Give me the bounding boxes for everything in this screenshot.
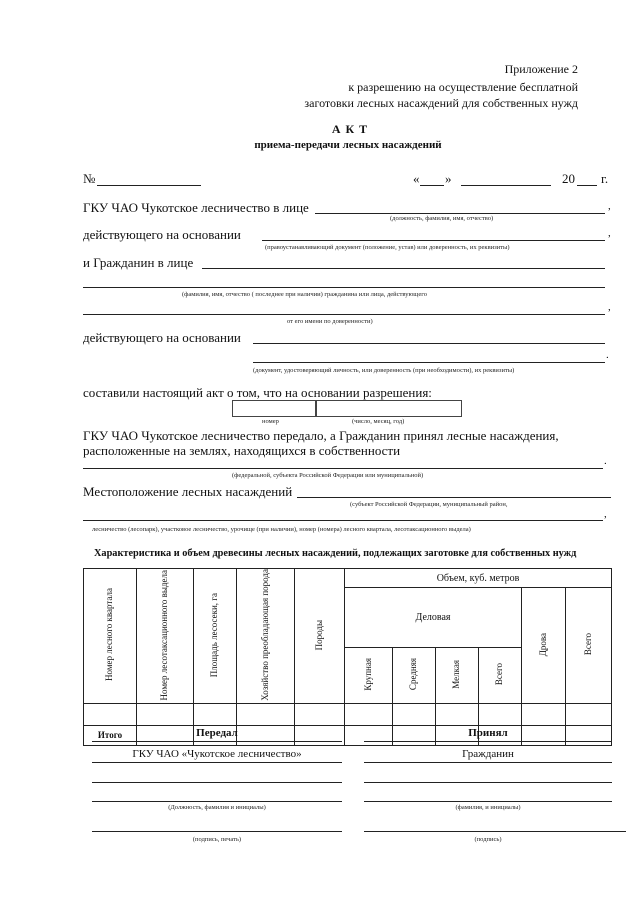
party2-caption-2: от его имени по доверенности) (287, 318, 373, 325)
header-quarter: Номер лесного квартала (84, 569, 137, 704)
signature-right-org: Гражданин (462, 748, 514, 760)
party2-comma: , (608, 301, 611, 313)
header-firewood: Дрова (522, 588, 566, 704)
header-section: Номер лесотаксационного выдела (137, 569, 194, 704)
number-field[interactable] (97, 185, 201, 186)
date-month-field[interactable] (461, 185, 551, 186)
permit-date-box[interactable] (315, 400, 462, 417)
signature-left-line-4[interactable] (92, 831, 342, 832)
party2-basis-dot: . (606, 349, 609, 361)
party1-basis-comma: , (608, 227, 611, 239)
party1-label: ГКУ ЧАО Чукотское лесничество в лице (83, 200, 309, 215)
year-prefix: 20 (562, 171, 575, 186)
party2-name-field[interactable] (202, 268, 605, 269)
signature-right-header: Принял (468, 727, 508, 739)
table-cell[interactable] (237, 703, 295, 725)
signature-right-line-3[interactable] (364, 801, 612, 802)
location-caption-1: (субъект Российской Федерации, муниципальный район, (350, 501, 508, 508)
header-business: Деловая (345, 588, 522, 648)
party1-basis-field[interactable] (262, 240, 605, 241)
appendix-line-1: Приложение 2 (504, 62, 578, 76)
party2-basis-field-2[interactable] (253, 362, 605, 363)
header-medium: Средняя (393, 647, 436, 703)
permit-number-caption: номер (262, 418, 279, 425)
ownership-dot: . (604, 455, 607, 467)
header-volume: Объем, куб. метров (345, 569, 612, 588)
header-total-business: Всего (479, 647, 522, 703)
signature-right-line-1 (364, 762, 612, 763)
year-suffix: г. (601, 171, 609, 186)
signature-left-line-1 (92, 762, 342, 763)
party1-basis-label: действующего на основании (83, 227, 241, 242)
party2-basis-caption: (документ, удостоверяющий личность, или доверенность (при необходимости), их реквизиты) (253, 367, 515, 374)
permit-date-caption: (число, месяц, год) (352, 418, 405, 425)
party1-basis-caption: (правоустанавливающий документ (положение, устав) или доверенность, их реквизиты) (265, 244, 510, 251)
appendix-line-3: заготовки лесных насаждений для собственных нужд (304, 96, 578, 110)
header-large: Крупная (345, 647, 393, 703)
party2-caption-1: (фамилия, имя, отчество ( последнее при наличии) гражданина или лица, действующего (182, 291, 427, 298)
table-cell[interactable] (345, 703, 393, 725)
document-title: А К Т (331, 122, 369, 136)
table-cell[interactable] (522, 703, 566, 725)
table-cell[interactable] (295, 703, 345, 725)
date-day-field[interactable] (420, 185, 444, 186)
party1-name-field[interactable] (315, 213, 605, 214)
signature-left-line-3[interactable] (92, 801, 342, 802)
timber-table (83, 568, 612, 746)
location-comma: , (604, 508, 607, 520)
signature-left-caption-2: (подпись, печать) (192, 836, 242, 843)
party1-comma: , (608, 200, 611, 212)
number-sign: № (83, 171, 96, 186)
table-cell[interactable] (566, 703, 612, 725)
signature-left-caption-1: (Должность, фамилия и инициалы) (168, 804, 266, 811)
header-species: Породы (295, 569, 345, 704)
party2-name-field-2[interactable] (83, 287, 605, 288)
table-cell[interactable] (393, 703, 436, 725)
party2-label: и Гражданин в лице (83, 255, 194, 270)
date-quote-close: » (445, 171, 452, 186)
table-title: Характеристика и объем древесины лесных насаждений, подлежащих заготовке для собственных нужд (94, 548, 577, 559)
transfer-text-line-2: расположенные на землях, находящихся в собственности (83, 443, 401, 458)
location-field[interactable] (297, 497, 611, 498)
location-caption-2: лесничество (лесопарк), участковое лесничество, урочище (при наличии), номер (номера) лесного квартала, лесотаксационного выдела) (92, 526, 471, 533)
location-label: Местоположение лесных насаждений (83, 484, 293, 499)
total-row-label: Итого (84, 725, 137, 745)
signature-left-org: ГКУ ЧАО «Чукотское лесничество» (132, 748, 302, 760)
party2-basis-label: действующего на основании (83, 330, 241, 345)
signature-right-line-2[interactable] (364, 782, 612, 783)
header-small: Мелкая (436, 647, 479, 703)
header-total: Всего (566, 588, 612, 704)
table-row (84, 703, 612, 725)
document-subtitle: приема-передачи лесных насаждений (254, 139, 442, 151)
signature-left-header-line (92, 741, 342, 742)
signature-left-line-2[interactable] (92, 782, 342, 783)
ownership-caption: (федеральной, субъекта Российской Федерации или муниципальной) (232, 472, 424, 479)
table-cell[interactable] (194, 703, 237, 725)
signature-right-line-4[interactable] (364, 831, 626, 832)
permit-number-box[interactable] (232, 400, 317, 417)
table-cell[interactable] (436, 703, 479, 725)
table-cell[interactable] (137, 703, 194, 725)
header-area: Площадь лесосеки, га (194, 569, 237, 704)
table-cell[interactable] (479, 703, 522, 725)
appendix-line-2: к разрешению на осуществление бесплатной (348, 80, 578, 94)
party2-basis-field[interactable] (253, 343, 605, 344)
signature-right-header-line (364, 741, 612, 742)
year-field[interactable] (577, 185, 597, 186)
transfer-text-line-1: ГКУ ЧАО Чукотское лесничество передало, а Гражданин принял лесные насаждения, (83, 428, 559, 443)
signature-right-caption-1: (фамилия, и инициалы) (455, 804, 521, 811)
header-household: Хозяйство преобладающая порода (237, 569, 295, 704)
composed-text: составили настоящий акт о том, что на основании разрешения: (83, 385, 432, 400)
signature-left-header: Передал (196, 727, 238, 739)
date-quote-open: « (413, 171, 420, 186)
table-cell[interactable] (84, 703, 137, 725)
ownership-field[interactable] (83, 468, 603, 469)
signature-right-caption-2: (подпись) (474, 836, 502, 843)
party2-name-field-3[interactable] (83, 314, 605, 315)
location-field-2[interactable] (83, 520, 603, 521)
party1-caption: (должность, фамилия, имя, отчество) (390, 215, 494, 222)
